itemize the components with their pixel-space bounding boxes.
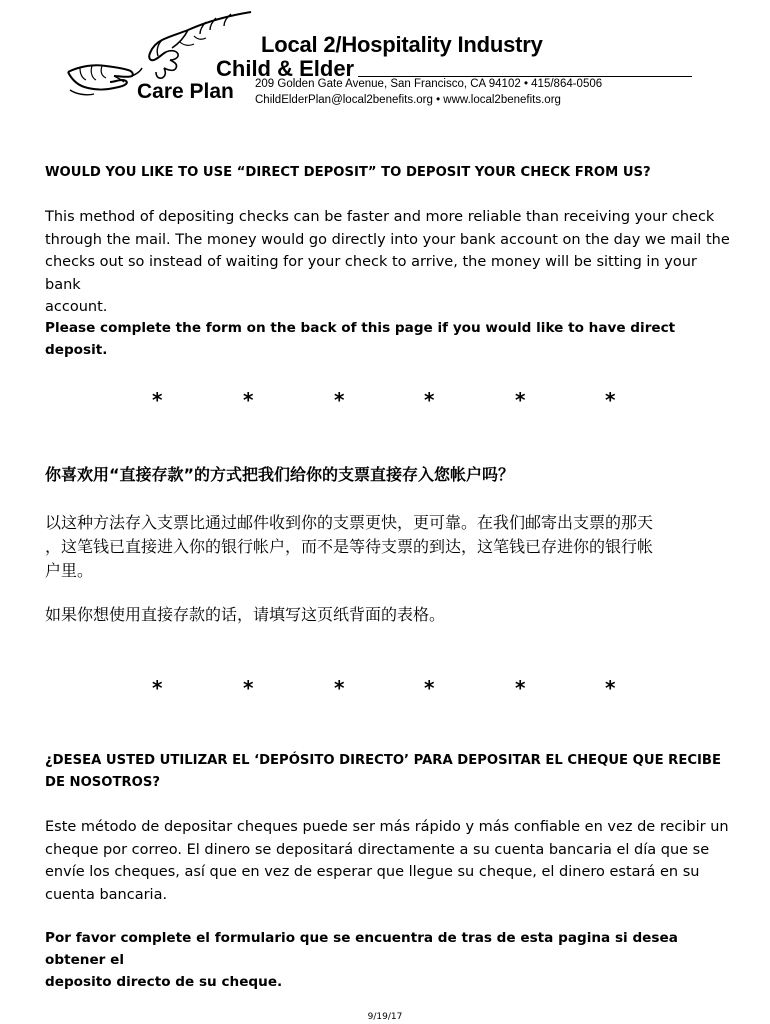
care-plan-label: Care Plan <box>137 80 234 103</box>
letterhead-contact: ChildElderPlan@local2benefits.org • www.local2benefits.org <box>255 94 561 106</box>
footer-date: 9/19/17 <box>367 1012 403 1022</box>
english-body-line: This method of depositing checks can be faster and more reliable than receiving your check <box>45 209 715 225</box>
spanish-body-line: cheque por correo. El dinero se depositará directamente a su cuenta bancaria el día que se <box>45 841 710 858</box>
english-section <box>45 162 730 184</box>
divider-star: * <box>424 388 435 412</box>
english-body-line: account. <box>45 299 108 315</box>
org-name: Local 2/Hospitality Industry <box>261 32 543 57</box>
star-divider <box>0 388 770 412</box>
spanish-section <box>45 750 730 794</box>
english-instruction: Please complete the form on the back of this page if you would like to have direct deposit. <box>45 320 676 358</box>
spanish-body <box>45 816 730 906</box>
divider-star: * <box>605 676 616 700</box>
letterhead-address: 209 Golden Gate Avenue, San Francisco, CA 94102 • 415/864-0506 <box>255 78 603 90</box>
divider-star: * <box>515 676 526 700</box>
chinese-instruction: 如果你想使用直接存款的话，请填写这页纸背面的表格。 <box>45 605 446 624</box>
divider-star: * <box>243 388 254 412</box>
english-body-line: through the mail. The money would go directly into your bank account on the day we mail the <box>45 231 730 248</box>
english-heading: WOULD YOU LIKE TO USE “DIRECT DEPOSIT” TO DEPOSIT YOUR CHECK FROM US? <box>45 165 651 180</box>
spanish-instruction-line: Por favor complete el formulario que se encuentra de tras de esta pagina si desea obtener el <box>45 930 678 968</box>
divider-star: * <box>334 388 345 412</box>
spanish-instruction-line: deposito directo de su cheque. <box>45 974 283 990</box>
spanish-instruction-block <box>45 927 730 993</box>
star-divider <box>0 676 770 700</box>
chinese-heading: 你喜欢用“直接存款”的方式把我们给你的支票直接存入您帐户吗？ <box>45 465 515 484</box>
chinese-instruction-block <box>45 603 730 627</box>
spanish-heading-line: ¿DESEA USTED UTILIZAR EL ‘DEPÓSITO DIRECTO’ PARA DEPOSITAR EL CHEQUE QUE RECIBE <box>45 753 721 768</box>
divider-star: * <box>152 388 163 412</box>
spanish-body-line: envíe los cheques, así que en vez de esperar que llegue su cheque, el dinero estará en su <box>45 864 700 880</box>
spanish-heading-line: DE NOSOTROS? <box>45 775 161 790</box>
divider-star: * <box>515 388 526 412</box>
chinese-body-line: ，这笔钱已直接进入你的银行帐户，而不是等待支票的到达，这笔钱已存进你的银行帐 <box>45 537 654 556</box>
english-instruction-block <box>45 317 730 361</box>
divider-star: * <box>334 676 345 700</box>
english-body-line: checks out so instead of waiting for your check to arrive, the money will be sitting in your bank <box>45 254 697 293</box>
spanish-body-line: Este método de depositar cheques puede ser más rápido y más confiable en vez de recibir un <box>45 819 729 835</box>
chinese-section <box>45 463 730 487</box>
english-body <box>45 206 730 319</box>
letterhead <box>66 6 706 110</box>
chinese-body-line: 以这种方法存入支票比通过邮件收到你的支票更快，更可靠。在我们邮寄出支票的那天 <box>45 513 654 532</box>
divider-star: * <box>243 676 254 700</box>
divider-star: * <box>424 676 435 700</box>
divider-star: * <box>605 388 616 412</box>
divider-star: * <box>152 676 163 700</box>
letterhead-rule <box>358 76 692 77</box>
plan-name: Child & Elder <box>216 56 355 81</box>
chinese-body-line: 户里。 <box>45 561 94 580</box>
chinese-body <box>45 511 730 583</box>
spanish-body-line: cuenta bancaria. <box>45 886 168 903</box>
